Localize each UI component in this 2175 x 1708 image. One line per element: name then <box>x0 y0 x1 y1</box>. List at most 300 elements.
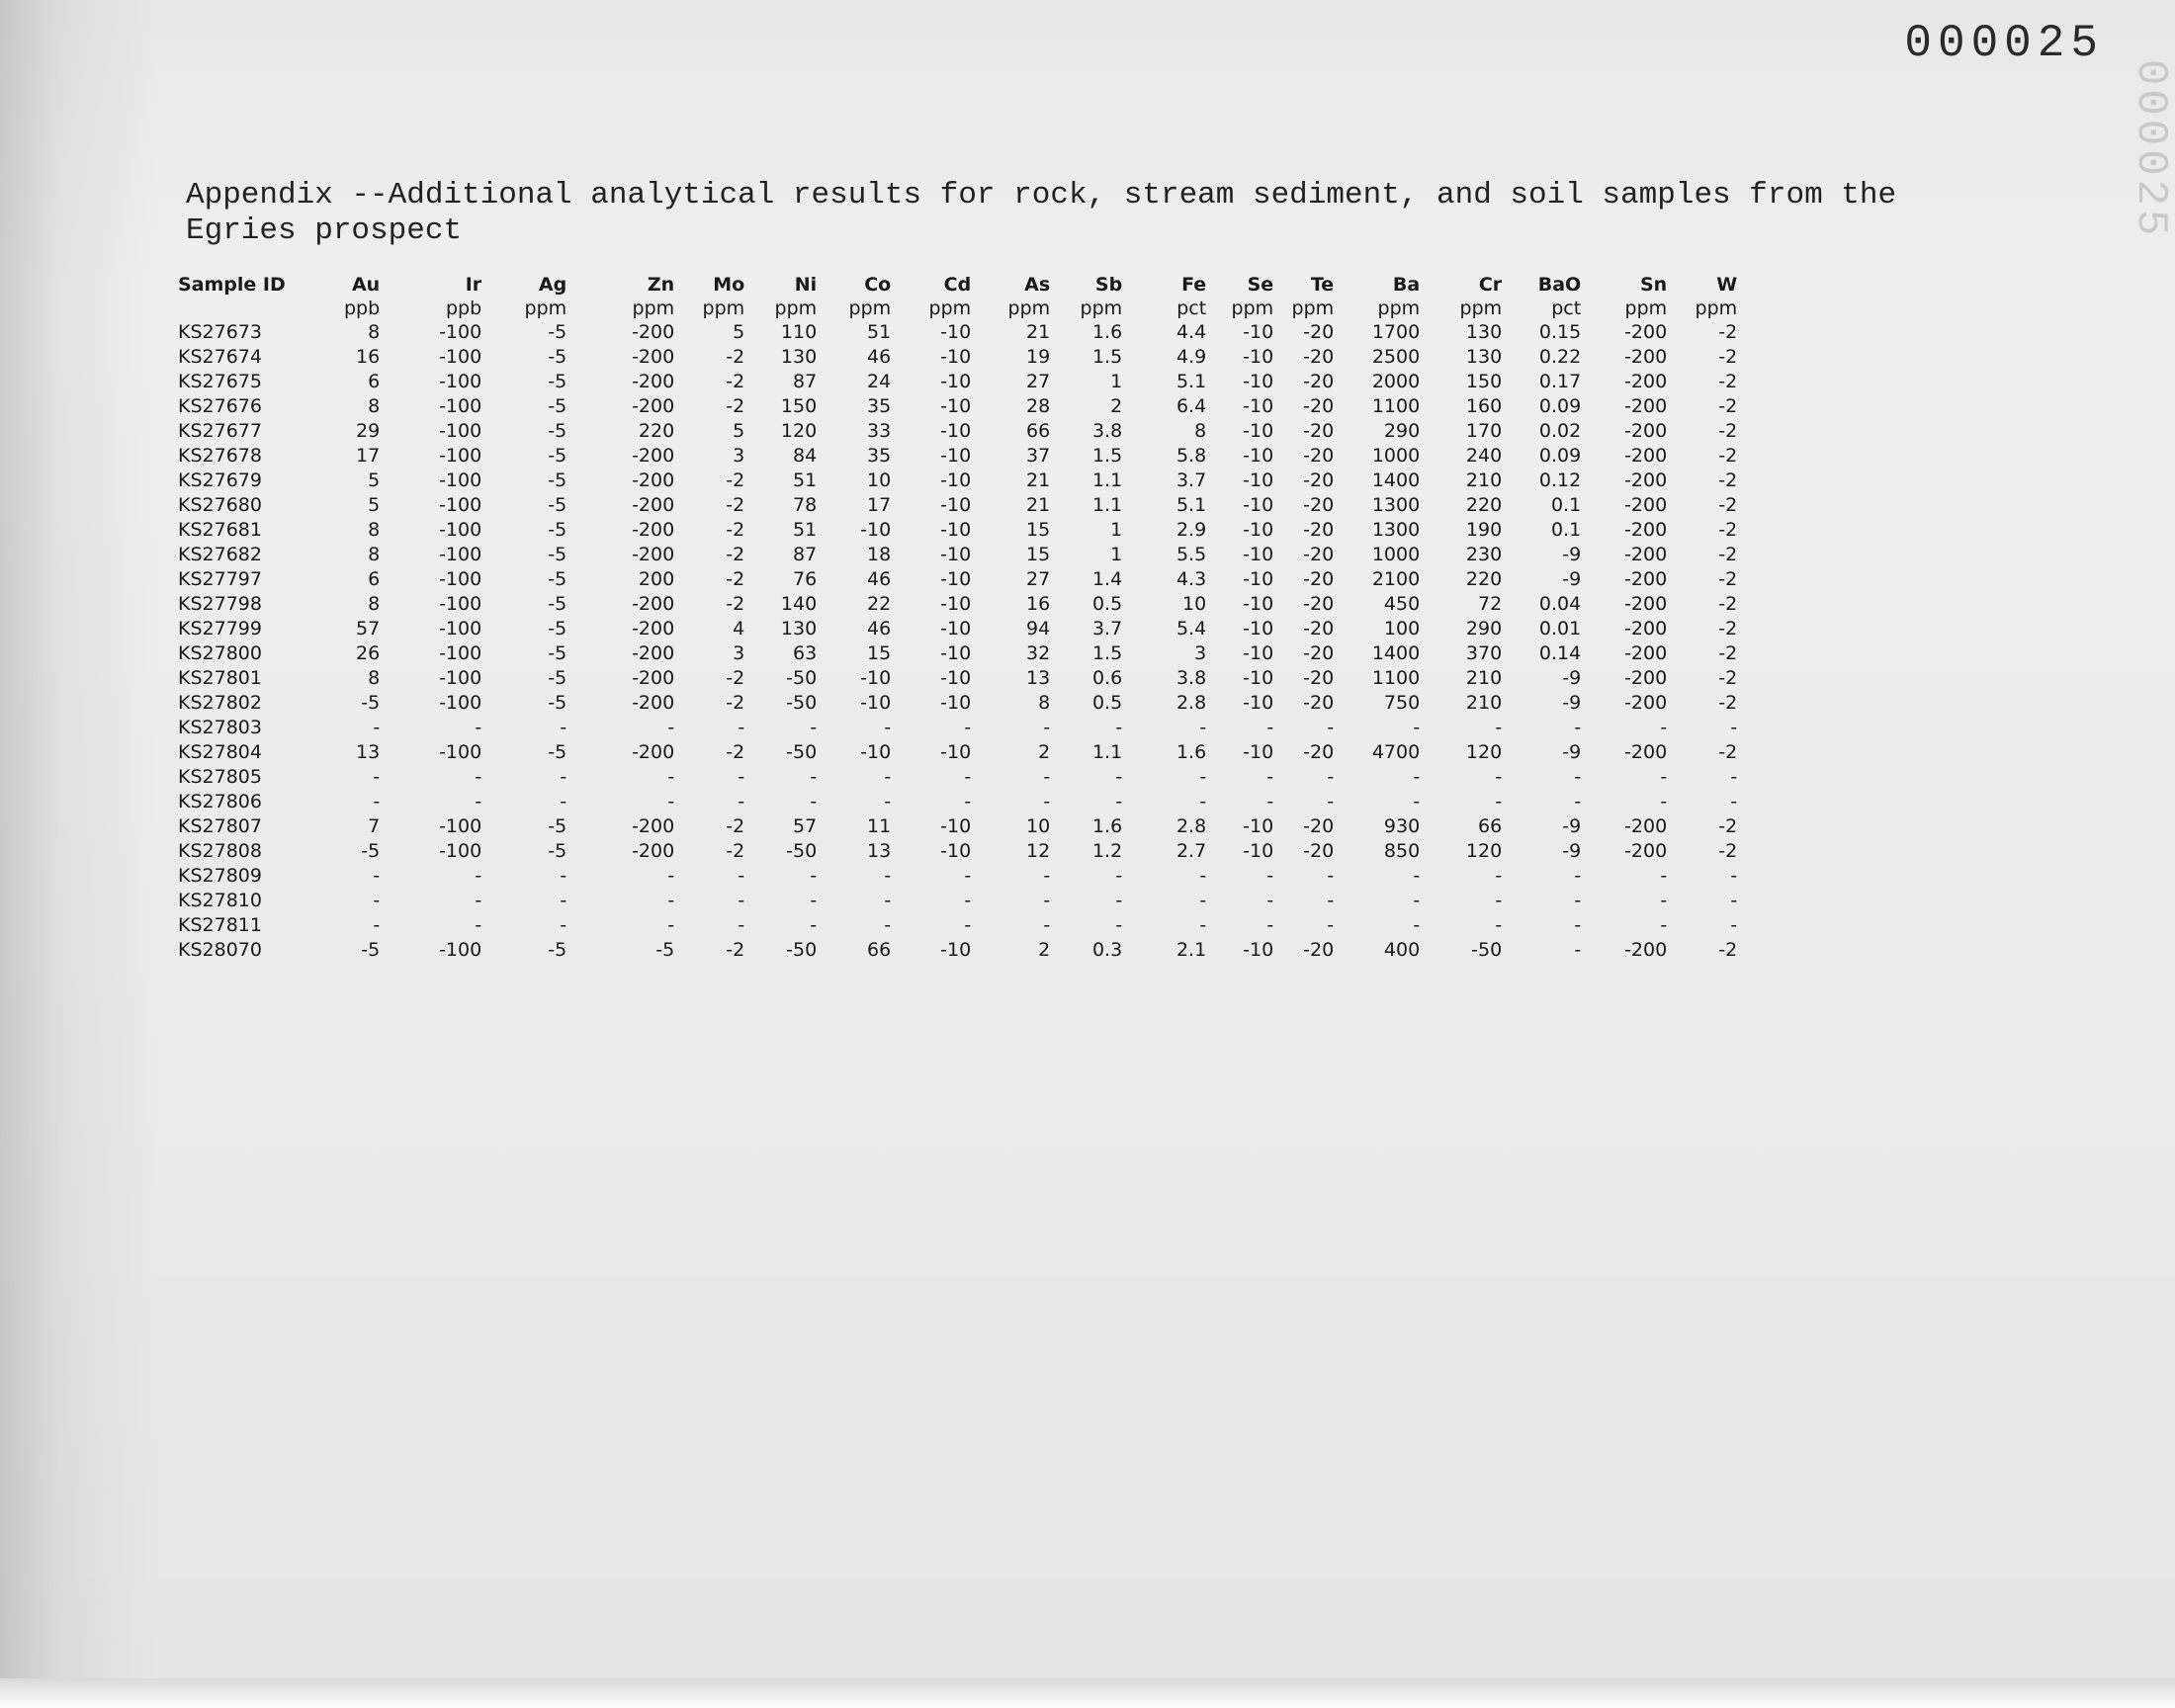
value-cell: 3.7 <box>1091 618 1123 640</box>
value-cell: 1.6 <box>1175 741 1207 763</box>
value-cell: 210 <box>1465 470 1503 491</box>
value-cell: - <box>1115 717 1123 738</box>
value-cell: 1.4 <box>1091 568 1123 590</box>
value-cell: -100 <box>439 544 482 565</box>
table-row <box>178 666 1737 691</box>
value-cell: -100 <box>439 321 482 343</box>
value-cell: 13 <box>356 741 381 763</box>
value-cell: 2.1 <box>1175 939 1207 961</box>
value-cell: - <box>1730 890 1738 911</box>
value-cell: 0.09 <box>1538 445 1582 467</box>
value-cell: - <box>1413 766 1421 788</box>
column-header: Fe <box>1181 274 1207 296</box>
value-cell: -100 <box>439 519 482 541</box>
value-cell: - <box>1327 717 1335 738</box>
value-cell: - <box>1115 766 1123 788</box>
column-header: Te <box>1310 274 1335 296</box>
value-cell: -20 <box>1303 667 1335 689</box>
value-cell: -200 <box>1624 346 1668 368</box>
value-cell: 0.22 <box>1538 346 1582 368</box>
value-cell: 150 <box>780 395 818 417</box>
table-row <box>178 765 1737 790</box>
value-cell: - <box>1266 914 1274 936</box>
column-header: Se <box>1247 274 1274 296</box>
value-cell: -10 <box>940 470 972 491</box>
sample-id-cell: KS27803 <box>178 717 262 738</box>
value-cell: 6 <box>368 371 381 392</box>
value-cell: -10 <box>1243 470 1274 491</box>
value-cell: 140 <box>780 593 818 615</box>
value-cell: 1000 <box>1371 445 1421 467</box>
value-cell: - <box>475 791 482 812</box>
value-cell: -200 <box>632 346 675 368</box>
value-cell: - <box>1199 717 1207 738</box>
value-cell: - <box>667 717 675 738</box>
value-cell: - <box>1043 717 1051 738</box>
value-cell: - <box>738 766 745 788</box>
value-cell: -10 <box>940 494 972 516</box>
value-cell: -200 <box>632 494 675 516</box>
value-cell: -200 <box>632 667 675 689</box>
value-cell: -200 <box>632 445 675 467</box>
value-cell: -10 <box>940 815 972 837</box>
value-cell: -10 <box>1243 445 1274 467</box>
value-cell: -9 <box>1562 741 1582 763</box>
value-cell: 11 <box>867 815 892 837</box>
value-cell: 170 <box>1465 420 1503 442</box>
sample-id-cell: KS27798 <box>178 593 262 615</box>
value-cell: - <box>1574 865 1582 887</box>
value-cell: -10 <box>1243 519 1274 541</box>
analytical-results-table <box>178 273 1737 963</box>
value-cell: -10 <box>860 741 892 763</box>
value-cell: 51 <box>793 519 818 541</box>
column-unit <box>178 297 344 320</box>
value-cell: -2 <box>1718 321 1738 343</box>
value-cell: 18 <box>867 544 892 565</box>
value-cell: -2 <box>1718 445 1738 467</box>
value-cell: 29 <box>356 420 381 442</box>
value-cell: -5 <box>548 494 567 516</box>
value-cell: -9 <box>1562 815 1582 837</box>
value-cell: - <box>1574 890 1582 911</box>
value-cell: 3 <box>733 445 745 467</box>
sample-id-cell: KS27801 <box>178 667 262 689</box>
value-cell: 2.9 <box>1175 519 1207 541</box>
value-cell: -10 <box>940 321 972 343</box>
value-cell: 46 <box>867 568 892 590</box>
value-cell: 87 <box>793 544 818 565</box>
value-cell: - <box>1730 766 1738 788</box>
value-cell: - <box>884 865 892 887</box>
value-cell: 10 <box>1026 815 1051 837</box>
value-cell: 21 <box>1026 470 1051 491</box>
value-cell: -10 <box>940 840 972 862</box>
value-cell: - <box>667 791 675 812</box>
column-unit: ppm <box>928 298 972 319</box>
value-cell: -20 <box>1303 692 1335 714</box>
value-cell: -200 <box>632 840 675 862</box>
column-header: Ni <box>794 274 818 296</box>
column-unit: ppb <box>344 298 381 319</box>
value-cell: 450 <box>1383 593 1421 615</box>
value-cell: 66 <box>1026 420 1051 442</box>
value-cell: - <box>1266 865 1274 887</box>
value-cell: - <box>884 717 892 738</box>
value-cell: - <box>1660 865 1668 887</box>
value-cell: - <box>475 766 482 788</box>
value-cell: -2 <box>1718 494 1738 516</box>
value-cell: 1.1 <box>1091 470 1123 491</box>
value-cell: -9 <box>1562 667 1582 689</box>
value-cell: 84 <box>793 445 818 467</box>
value-cell: -100 <box>439 840 482 862</box>
value-cell: -20 <box>1303 939 1335 961</box>
sample-id-cell: KS27808 <box>178 840 262 862</box>
value-cell: -2 <box>726 494 745 516</box>
value-cell: -2 <box>726 371 745 392</box>
value-cell: -2 <box>1718 741 1738 763</box>
value-cell: - <box>1495 717 1503 738</box>
sample-id-cell: KS27677 <box>178 420 262 442</box>
header-names-row <box>178 273 1737 297</box>
value-cell: -2 <box>726 593 745 615</box>
value-cell: 130 <box>1465 346 1503 368</box>
value-cell: -10 <box>1243 321 1274 343</box>
value-cell: 15 <box>1026 544 1051 565</box>
value-cell: -2 <box>726 568 745 590</box>
value-cell: - <box>738 914 745 936</box>
value-cell: -2 <box>1718 840 1738 862</box>
table-row <box>178 543 1737 567</box>
value-cell: 850 <box>1383 840 1421 862</box>
value-cell: -10 <box>1243 395 1274 417</box>
value-cell: -20 <box>1303 494 1335 516</box>
value-cell: -200 <box>632 593 675 615</box>
value-cell: -5 <box>548 692 567 714</box>
value-cell: 4.9 <box>1175 346 1207 368</box>
column-unit: ppm <box>702 298 745 319</box>
table-row <box>178 740 1737 765</box>
value-cell: -10 <box>1243 667 1274 689</box>
value-cell: - <box>884 791 892 812</box>
value-cell: 15 <box>867 642 892 664</box>
value-cell: - <box>1574 791 1582 812</box>
sample-id-cell: KS27681 <box>178 519 262 541</box>
value-cell: 6.4 <box>1175 395 1207 417</box>
value-cell: -5 <box>548 642 567 664</box>
value-cell: - <box>1043 865 1051 887</box>
value-cell: -9 <box>1562 692 1582 714</box>
table-header <box>178 273 1737 320</box>
value-cell: -2 <box>726 667 745 689</box>
table-row <box>178 444 1737 469</box>
column-unit: ppm <box>1459 298 1503 319</box>
value-cell: 1100 <box>1371 395 1421 417</box>
value-cell: -100 <box>439 494 482 516</box>
value-cell: 66 <box>1478 815 1503 837</box>
table-row <box>178 345 1737 370</box>
value-cell: -10 <box>1243 568 1274 590</box>
value-cell: -100 <box>439 939 482 961</box>
value-cell: - <box>1413 890 1421 911</box>
value-cell: - <box>373 766 381 788</box>
value-cell: 66 <box>867 939 892 961</box>
value-cell: -200 <box>1624 445 1668 467</box>
value-cell: -200 <box>1624 618 1668 640</box>
value-cell: - <box>475 914 482 936</box>
value-cell: -200 <box>632 642 675 664</box>
value-cell: -20 <box>1303 395 1335 417</box>
value-cell: 8 <box>368 321 381 343</box>
table-row <box>178 493 1737 518</box>
value-cell: -100 <box>439 815 482 837</box>
value-cell: 19 <box>1026 346 1051 368</box>
value-cell: -2 <box>1718 618 1738 640</box>
value-cell: 8 <box>368 544 381 565</box>
value-cell: - <box>1660 717 1668 738</box>
sample-id-cell: KS27675 <box>178 371 262 392</box>
value-cell: -200 <box>632 618 675 640</box>
value-cell: -200 <box>1624 420 1668 442</box>
value-cell: - <box>560 890 567 911</box>
value-cell: 12 <box>1026 840 1051 862</box>
value-cell: - <box>475 890 482 911</box>
value-cell: -100 <box>439 371 482 392</box>
value-cell: - <box>1495 791 1503 812</box>
value-cell: -50 <box>1471 939 1503 961</box>
value-cell: -5 <box>548 445 567 467</box>
value-cell: 94 <box>1026 618 1051 640</box>
value-cell: 110 <box>780 321 818 343</box>
value-cell: - <box>1660 890 1668 911</box>
column-unit: ppm <box>1624 298 1668 319</box>
sample-id-cell: KS27810 <box>178 890 262 911</box>
value-cell: 4.4 <box>1175 321 1207 343</box>
value-cell: - <box>964 865 972 887</box>
value-cell: -2 <box>726 519 745 541</box>
value-cell: -5 <box>548 371 567 392</box>
value-cell: -5 <box>361 939 381 961</box>
value-cell: -5 <box>548 544 567 565</box>
column-header: Sb <box>1094 274 1123 296</box>
value-cell: - <box>373 914 381 936</box>
column-header: Mo <box>713 274 745 296</box>
value-cell: 57 <box>793 815 818 837</box>
value-cell: -200 <box>1624 519 1668 541</box>
value-cell: 16 <box>1026 593 1051 615</box>
value-cell: 46 <box>867 618 892 640</box>
value-cell: - <box>964 914 972 936</box>
value-cell: -2 <box>726 544 745 565</box>
value-cell: - <box>1574 766 1582 788</box>
table-row <box>178 567 1737 592</box>
value-cell: 0.5 <box>1091 593 1123 615</box>
value-cell: -2 <box>1718 470 1738 491</box>
value-cell: -100 <box>439 618 482 640</box>
value-cell: - <box>738 890 745 911</box>
value-cell: -10 <box>1243 593 1274 615</box>
value-cell: -5 <box>548 470 567 491</box>
value-cell: 16 <box>356 346 381 368</box>
value-cell: - <box>810 717 818 738</box>
value-cell: -10 <box>940 346 972 368</box>
column-unit: ppb <box>446 298 482 319</box>
sample-id-cell: KS27799 <box>178 618 262 640</box>
value-cell: 240 <box>1465 445 1503 467</box>
sample-id-cell: KS27682 <box>178 544 262 565</box>
sample-id-cell: KS27679 <box>178 470 262 491</box>
value-cell: -2 <box>1718 519 1738 541</box>
value-cell: - <box>1327 791 1335 812</box>
value-cell: -2 <box>1718 815 1738 837</box>
value-cell: 3 <box>1194 642 1207 664</box>
value-cell: -200 <box>1624 395 1668 417</box>
value-cell: -200 <box>632 544 675 565</box>
value-cell: - <box>884 766 892 788</box>
value-cell: 3.8 <box>1175 667 1207 689</box>
value-cell: 400 <box>1383 939 1421 961</box>
value-cell: -10 <box>940 445 972 467</box>
value-cell: 1.6 <box>1091 815 1123 837</box>
value-cell: -2 <box>726 840 745 862</box>
value-cell: -2 <box>726 692 745 714</box>
value-cell: - <box>373 865 381 887</box>
value-cell: 5.1 <box>1175 494 1207 516</box>
value-cell: 21 <box>1026 494 1051 516</box>
value-cell: -200 <box>632 395 675 417</box>
value-cell: 0.3 <box>1091 939 1123 961</box>
value-cell: -20 <box>1303 815 1335 837</box>
value-cell: -2 <box>1718 420 1738 442</box>
column-unit: ppm <box>524 298 567 319</box>
table-row <box>178 370 1737 394</box>
value-cell: 3.8 <box>1091 420 1123 442</box>
value-cell: - <box>1730 791 1738 812</box>
value-cell: - <box>1574 914 1582 936</box>
value-cell: 78 <box>793 494 818 516</box>
value-cell: -5 <box>548 618 567 640</box>
sample-id-cell: KS27807 <box>178 815 262 837</box>
value-cell: -5 <box>548 840 567 862</box>
value-cell: -2 <box>1718 642 1738 664</box>
sample-id-cell: KS27680 <box>178 494 262 516</box>
value-cell: - <box>964 890 972 911</box>
value-cell: -5 <box>548 815 567 837</box>
value-cell: - <box>810 865 818 887</box>
column-header: Ba <box>1392 274 1421 296</box>
value-cell: -200 <box>1624 321 1668 343</box>
column-unit: ppm <box>632 298 675 319</box>
value-cell: -5 <box>548 346 567 368</box>
value-cell: 0.14 <box>1538 642 1582 664</box>
value-cell: 1.1 <box>1091 494 1123 516</box>
value-cell: 0.09 <box>1538 395 1582 417</box>
value-cell: - <box>560 865 567 887</box>
value-cell: -10 <box>940 642 972 664</box>
value-cell: -200 <box>632 519 675 541</box>
value-cell: 1000 <box>1371 544 1421 565</box>
value-cell: 17 <box>867 494 892 516</box>
value-cell: 220 <box>1465 494 1503 516</box>
value-cell: - <box>1413 914 1421 936</box>
value-cell: 1100 <box>1371 667 1421 689</box>
value-cell: -100 <box>439 642 482 664</box>
value-cell: 2 <box>1110 395 1123 417</box>
value-cell: -20 <box>1303 470 1335 491</box>
value-cell: - <box>560 766 567 788</box>
table-row <box>178 617 1737 641</box>
value-cell: -10 <box>940 371 972 392</box>
value-cell: -10 <box>940 667 972 689</box>
value-cell: 6 <box>368 568 381 590</box>
value-cell: -10 <box>1243 494 1274 516</box>
value-cell: 1400 <box>1371 470 1421 491</box>
value-cell: -200 <box>1624 494 1668 516</box>
sample-id-cell: KS27802 <box>178 692 262 714</box>
value-cell: -5 <box>655 939 675 961</box>
value-cell: 220 <box>1465 568 1503 590</box>
value-cell: 28 <box>1026 395 1051 417</box>
value-cell: 26 <box>356 642 381 664</box>
value-cell: 0.5 <box>1091 692 1123 714</box>
value-cell: 2 <box>1038 741 1051 763</box>
value-cell: - <box>1266 890 1274 911</box>
value-cell: 2000 <box>1371 371 1421 392</box>
value-cell: - <box>1199 865 1207 887</box>
value-cell: 0.1 <box>1550 494 1582 516</box>
column-header: W <box>1716 274 1738 296</box>
column-header: Cd <box>943 274 972 296</box>
value-cell: 290 <box>1383 420 1421 442</box>
value-cell: 1400 <box>1371 642 1421 664</box>
value-cell: 8 <box>368 593 381 615</box>
value-cell: 130 <box>1465 321 1503 343</box>
value-cell: -200 <box>632 321 675 343</box>
value-cell: -5 <box>548 395 567 417</box>
value-cell: 210 <box>1465 667 1503 689</box>
value-cell: 51 <box>793 470 818 491</box>
value-cell: 21 <box>1026 321 1051 343</box>
value-cell: -10 <box>1243 642 1274 664</box>
sample-id-cell: KS27809 <box>178 865 262 887</box>
value-cell: 24 <box>867 371 892 392</box>
value-cell: - <box>373 890 381 911</box>
value-cell: -50 <box>786 741 818 763</box>
value-cell: - <box>1730 914 1738 936</box>
value-cell: - <box>667 865 675 887</box>
value-cell: -200 <box>632 692 675 714</box>
value-cell: - <box>475 717 482 738</box>
value-cell: -5 <box>548 321 567 343</box>
value-cell: -200 <box>1624 544 1668 565</box>
value-cell: 8 <box>1194 420 1207 442</box>
sample-id-cell: KS27805 <box>178 766 262 788</box>
value-cell: 1.1 <box>1091 741 1123 763</box>
value-cell: -20 <box>1303 568 1335 590</box>
column-header: Ag <box>538 274 567 296</box>
value-cell: 2 <box>1038 939 1051 961</box>
table-row <box>178 394 1737 419</box>
value-cell: -10 <box>940 519 972 541</box>
value-cell: - <box>560 914 567 936</box>
sample-id-cell: KS27673 <box>178 321 262 343</box>
value-cell: -20 <box>1303 593 1335 615</box>
value-cell: 63 <box>793 642 818 664</box>
value-cell: 0.6 <box>1091 667 1123 689</box>
table-row <box>178 419 1737 444</box>
value-cell: - <box>373 717 381 738</box>
